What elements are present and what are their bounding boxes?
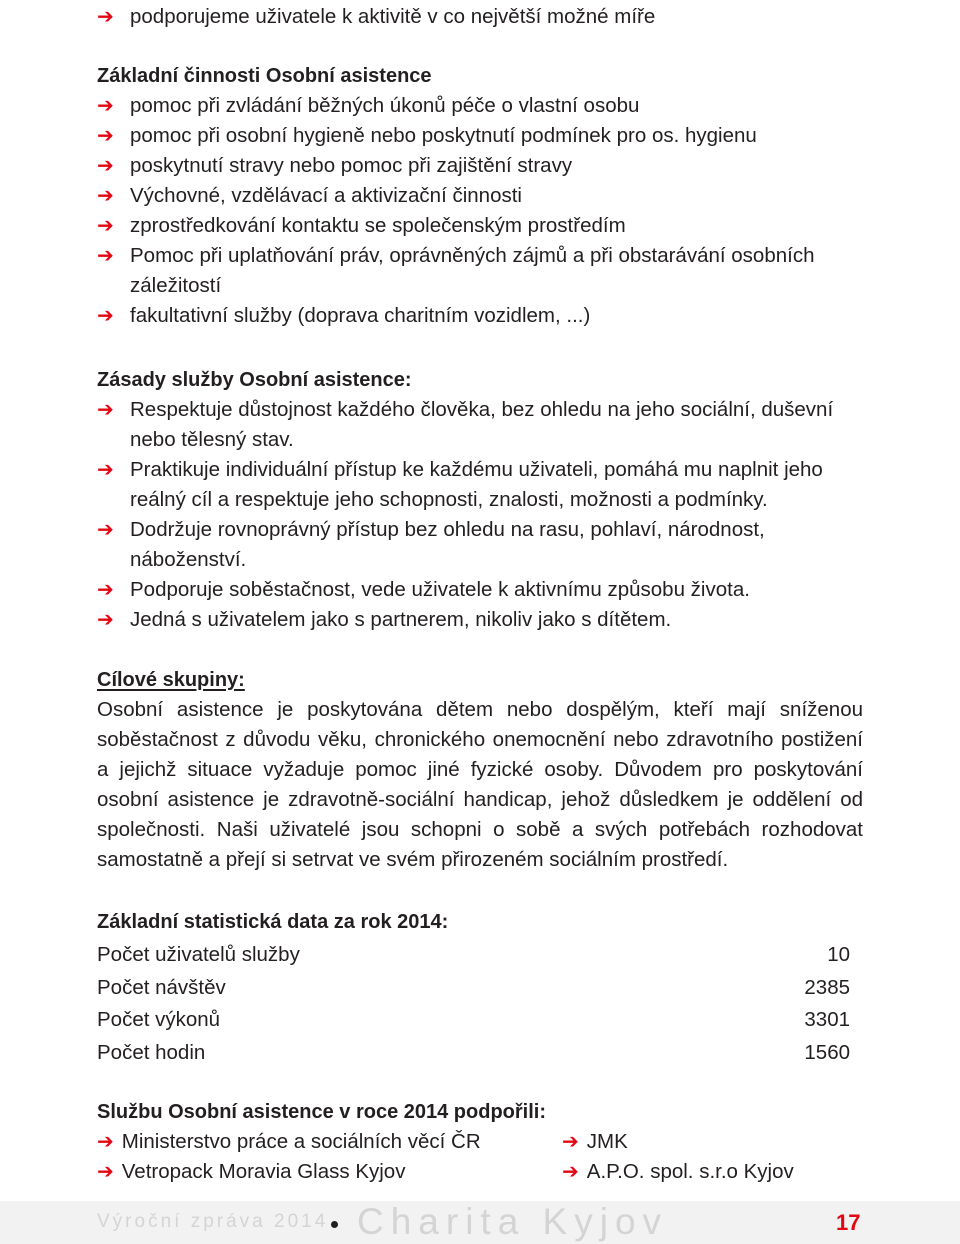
- supporters-heading: Službu Osobní asistence v roce 2014 podpořili:: [97, 1101, 547, 1123]
- footer-org-name: Charita Kyjov: [357, 1201, 669, 1242]
- list-item: ➔ Praktikuje individuální přístup ke každému uživateli, pomáhá mu naplnit jeho reálný cíl a respektuje jeho schopnosti, znalosti, možnosti a podmínky.: [97, 455, 867, 515]
- arrow-right-icon: ➔: [97, 519, 114, 541]
- arrow-right-icon: ➔: [562, 1131, 579, 1153]
- footer-report-title: Výroční zpráva 2014: [97, 1211, 329, 1232]
- principles-section: [97, 365, 867, 635]
- supporters-section: [97, 1097, 867, 1187]
- activities-heading: Základní činnosti Osobní asistence: [97, 65, 432, 87]
- arrow-right-icon: ➔: [97, 399, 114, 421]
- arrow-right-icon: ➔: [97, 215, 114, 237]
- list-item: ➔ Jedná s uživatelem jako s partnerem, nikoliv jako s dítětem.: [97, 605, 867, 635]
- target-paragraph: Osobní asistence je poskytována dětem nebo dospělým, kteří mají sníženou soběstačnost z důvodu věku, chronického onemocnění nebo zdravotního postižení a jejichž situace vyžaduje pomoc jiné fyzické osoby. Důvodem pro poskytování osobní asistence je zdravotně-sociální handicap, jehož důsledkem je oddělení od společnosti. Naši uživatelé jsou schopni o sobě a svých potřebách rozhodovat samostatně a přejí si setrvat ve svém přirozeném sociálním prostředí.: [97, 698, 863, 871]
- activities-section: [97, 61, 867, 331]
- arrow-right-icon: ➔: [97, 459, 114, 481]
- arrow-right-icon: ➔: [97, 125, 114, 147]
- target-section: [97, 665, 863, 875]
- arrow-right-icon: ➔: [97, 95, 114, 117]
- arrow-right-icon: ➔: [562, 1161, 579, 1183]
- arrow-right-icon: ➔: [97, 245, 114, 267]
- target-heading: Cílové skupiny:: [97, 669, 245, 691]
- arrow-right-icon: ➔: [97, 1161, 114, 1183]
- arrow-right-icon: ➔: [97, 185, 114, 207]
- list-item: ➔ poskytnutí stravy nebo pomoc při zajištění stravy: [97, 151, 867, 181]
- list-item: ➔ fakultativní služby (doprava charitním vozidlem, ...): [97, 301, 867, 331]
- page-footer: [0, 1201, 960, 1244]
- arrow-right-icon: ➔: [97, 155, 114, 177]
- arrow-right-icon: ➔: [97, 6, 114, 28]
- list-item: ➔ Dodržuje rovnoprávný přístup bez ohledu na rasu, pohlaví, národnost, náboženství.: [97, 515, 867, 575]
- stats-section: [97, 907, 867, 1069]
- list-item: ➔ pomoc při osobní hygieně nebo poskytnutí podmínek pro os. hygienu: [97, 121, 867, 151]
- table-row: Počet hodin 1560: [97, 1040, 850, 1064]
- arrow-right-icon: ➔: [97, 609, 114, 631]
- list-item: ➔ Respektuje důstojnost každého člověka, bez ohledu na jeho sociální, duševní nebo tělesný stav.: [97, 395, 867, 455]
- footer-separator-dot: [331, 1221, 338, 1228]
- page-number: 17: [836, 1210, 861, 1235]
- stats-heading: Základní statistická data za rok 2014:: [97, 911, 449, 933]
- table-row: Počet návštěv 2385: [97, 975, 850, 999]
- list-item: ➔ Výchovné, vzdělávací a aktivizační činnosti: [97, 181, 867, 211]
- list-item: ➔ pomoc při zvládání běžných úkonů péče o vlastní osobu: [97, 91, 867, 121]
- table-row: Počet uživatelů služby 10: [97, 943, 850, 966]
- arrow-right-icon: ➔: [97, 305, 114, 327]
- arrow-right-icon: ➔: [97, 1131, 114, 1153]
- list-item: ➔ Podporuje soběstačnost, vede uživatele k aktivnímu způsobu života.: [97, 575, 867, 605]
- list-item: ➔ zprostředkování kontaktu se společenským prostředím: [97, 211, 867, 241]
- supporters-row: ➔ Vetropack Moravia Glass Kyjov ➔ A.P.O. spol. s.r.o Kyjov: [97, 1160, 794, 1183]
- list-item: ➔ podporujeme uživatele k aktivitě v co největší možné míře: [97, 2, 900, 32]
- supporters-row: ➔ Ministerstvo práce a sociálních věcí ČR ➔ JMK: [97, 1130, 628, 1153]
- principles-heading: Zásady služby Osobní asistence:: [97, 369, 412, 391]
- table-row: Počet výkonů 3301: [97, 1008, 850, 1031]
- list-item: ➔ Pomoc při uplatňování práv, oprávněných zájmů a při obstarávání osobních záležitostí: [97, 241, 867, 301]
- arrow-right-icon: ➔: [97, 579, 114, 601]
